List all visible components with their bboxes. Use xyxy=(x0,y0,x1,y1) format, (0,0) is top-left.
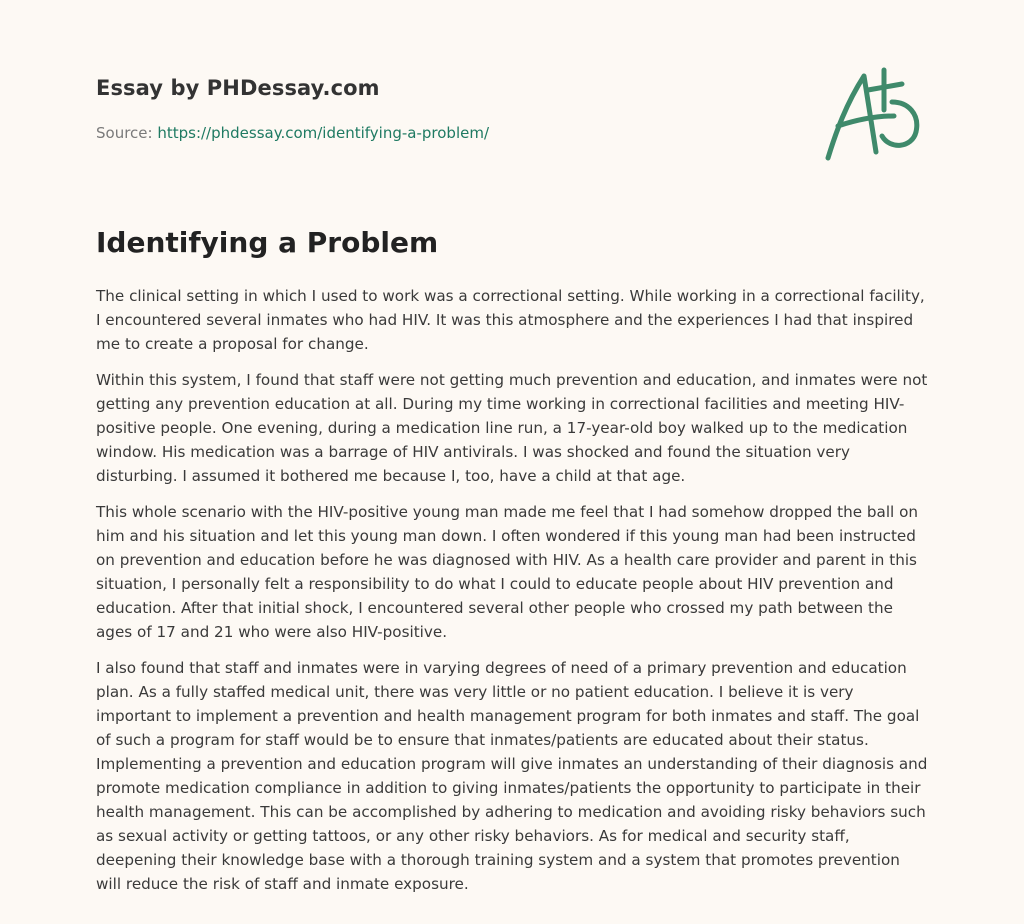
essay-title: Identifying a Problem xyxy=(96,226,439,259)
essay-paragraph-1: The clinical setting in which I used to work was a correctional setting. While working in a correctional facility, I encountered several inmates who had HIV. It was this atmosphere and the experiences I had that inspired me to create a proposal for change. xyxy=(96,287,925,353)
a-plus-grade-icon xyxy=(824,66,928,166)
essay-paragraph-2: Within this system, I found that staff were not getting much prevention and education, and inmates were not getting any prevention education at all. During my time working in correctional facilities and meeting HIV-positive people. One evening, during a medication line run, a 17-year-old boy walked up to the medication window. His medication was a barrage of HIV antivirals. I was shocked and found the situation very disturbing. I assumed it bothered me because I, too, have a child at that age. xyxy=(96,371,928,485)
source-line xyxy=(96,124,489,142)
essay-paragraph-4: I also found that staff and inmates were in varying degrees of need of a primary prevention and education plan. As a fully staffed medical unit, there was very little or no patient education. I believe it is very important to implement a prevention and health management program for both inmates and staff. The goal of such a program for staff would be to ensure that inmates/patients are educated about their status. Implementing a prevention and education program will give inmates an understanding of their diagnosis and promote medication compliance in addition to giving inmates/patients the opportunity to participate in their health management. This can be accomplished by adhering to medication and avoiding risky behaviors such as sexual activity or getting tattoos, or any other risky behaviors. As for medical and security staff, deepening their knowledge base with a thorough training system and a system that promotes prevention will reduce the risk of staff and inmate exposure. xyxy=(96,659,928,893)
source-label: Source: xyxy=(96,124,158,142)
site-title: Essay by PHDessay.com xyxy=(96,76,380,100)
source-link[interactable]: https://phdessay.com/identifying-a-problem/ xyxy=(157,124,490,142)
essay-paragraph-3: This whole scenario with the HIV-positive young man made me feel that I had somehow dropped the ball on him and his situation and let this young man down. I often wondered if this young man had been instructed on prevention and education before he was diagnosed with HIV. As a health care provider and parent in this situation, I personally felt a responsibility to do what I could to educate people about HIV prevention and education. After that initial shock, I encountered several other people who crossed my path between the ages of 17 and 21 who were also HIV-positive. xyxy=(96,503,919,641)
essay-body xyxy=(96,284,928,908)
essay-header xyxy=(96,0,928,200)
